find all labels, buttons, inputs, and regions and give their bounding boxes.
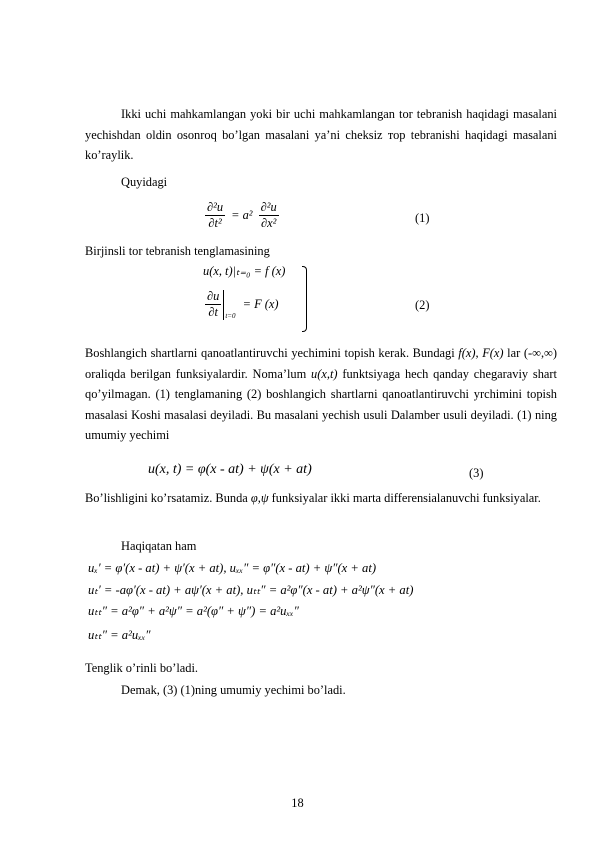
equation-1 [205,200,279,236]
para2-text-c: funktsiyaga hech qanday chegaraviy shart qo’yilmagan. (1) tenglamaning (2) boshlangich shartlarni qanoatlantiruvchi yrchimini topish masalasi Koshi masalasi deyiladi. Bu masalani yechish usuli Dalamber usuli deyiladi. (1) ning umumiy yechimi [85,366,557,442]
para3-text-a: Bo’lishligini ko’rsatamiz. Bunda [85,491,251,505]
para2-text-b: lar (-∞,∞) oraliqda berilgan funksiyalardir. Noma’lum [85,346,557,381]
equation-2-line-2 [205,289,279,325]
derivative-line-1: uₓ′ = φ′(x - at) + ψ′(x + at), uₓₓ″ = φ″(x - at) + ψ″(x + at) [88,561,377,575]
boshlangich-paragraph [85,343,557,446]
equation-3-number: (3) [469,466,484,480]
birjinsli-line: Birjinsli tor tebranish tenglamasining [85,244,270,258]
equation-2-number: (2) [415,298,430,312]
intro-paragraph: Ikki uchi mahkamlangan yoki bir uchi mahkamlangan tor tebranish haqidagi masalani yechishdan oldin osonroq bo’lgan masalani ya’ni cheksiz тор tebranishi haqidagi masalani ko’raylik. [85,107,557,162]
eq2-evaluation-bar: t=0 [223,290,235,320]
haqiqatan-label: Haqiqatan ham [121,539,197,553]
para2-fx: f(x), F(x) [458,346,504,360]
eq1-equals-a2: = a² [231,208,253,222]
eq2-numerator: ∂u [207,289,220,303]
bolishligini-paragraph [85,488,557,509]
eq1-rhs-numerator: ∂²u [260,200,277,214]
eq2-denominator: ∂t [208,305,218,319]
derivative-line-2: uₜ′ = -aφ′(x - at) + aψ′(x + at), uₜₜ″ = a²φ″(x - at) + a²ψ″(x + at) [88,583,414,597]
eq1-lhs-numerator: ∂²u [207,200,224,214]
equation-2-line-1: u(x, t)|ₜ₌₀ = f (x) [203,264,286,278]
derivative-line-4: uₜₜ″ = a²uₓₓ″ [88,628,151,642]
quyidagi-label: Quyidagi [121,175,168,189]
tenglik-line: Tenglik o’rinli bo’ladi. [85,661,199,675]
right-brace [302,266,307,332]
para2-uxt: u(x,t) [311,366,338,381]
derivative-line-3: uₜₜ″ = a²φ″ + a²ψ″ = a²(φ″ + ψ″) = a²uₓₓ″ [88,604,299,618]
equation-1-number: (1) [415,211,430,225]
page-number: 18 [291,796,304,810]
eq1-lhs-denominator: ∂t² [208,216,222,230]
para2-text-a: Boshlangich shartlarni qanoatlantiruvchi yechimini topish kerak. Bundagi [85,346,459,360]
eq2-rhs: = F (x) [242,297,279,311]
equation-3: u(x, t) = φ(x - at) + ψ(x + at) [148,462,312,477]
eq1-rhs-denominator: ∂x² [260,216,277,230]
para3-text-b: funksiyalar ikki marta differensialanuvchi funksiyalar. [268,491,541,505]
demak-line: Demak, (3) (1)ning umumiy yechimi bo’ladi. [121,683,346,697]
para3-phipsi: φ,ψ [250,491,269,505]
